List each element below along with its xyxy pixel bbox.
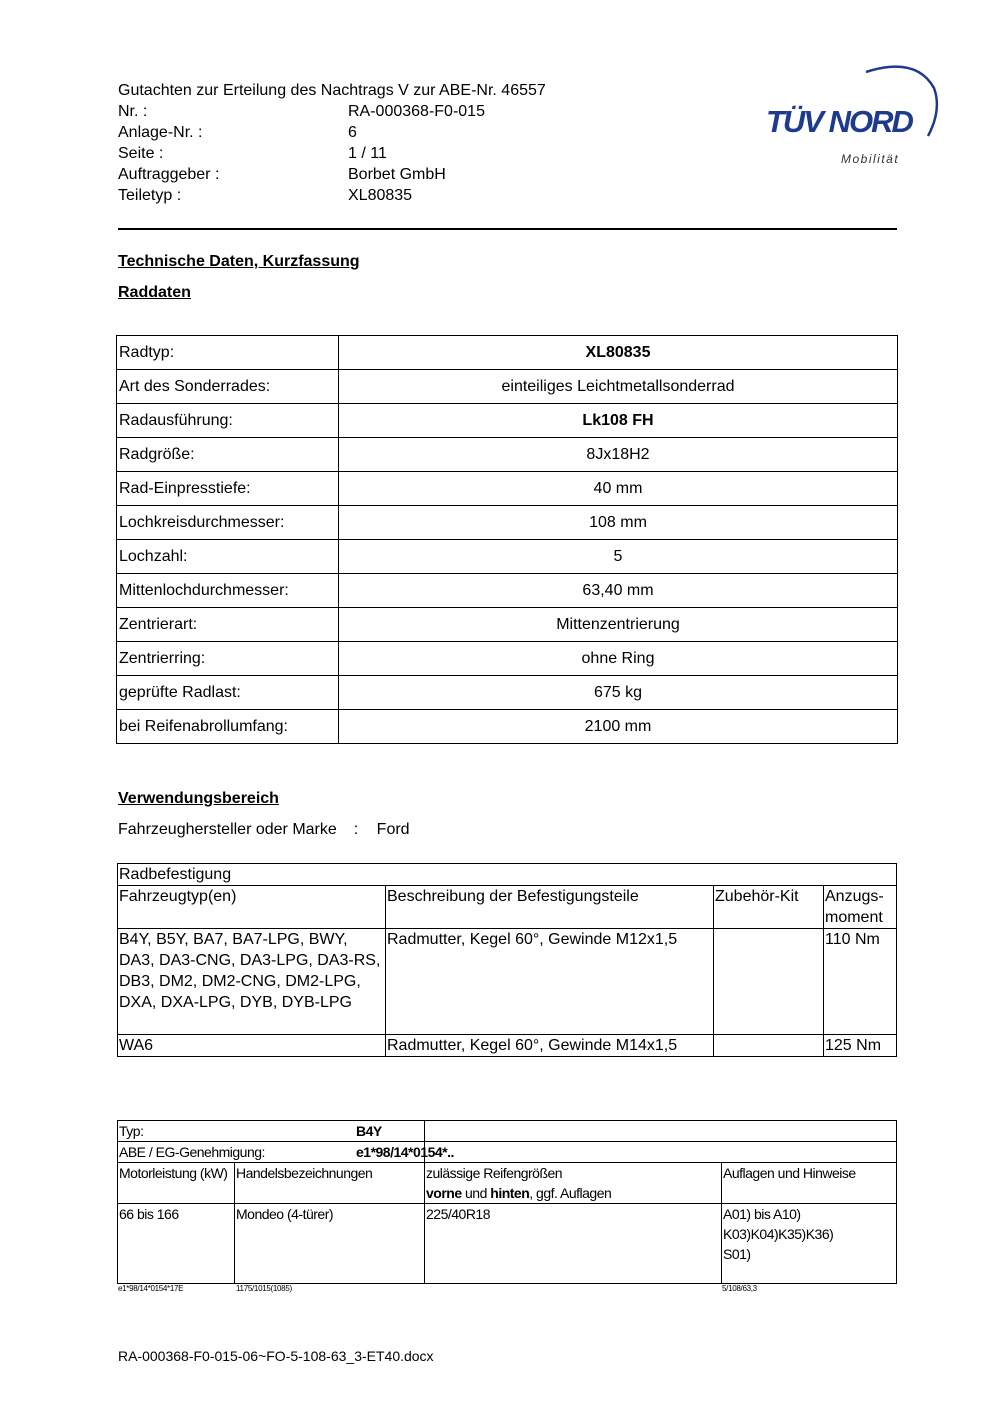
maker-line — [118, 821, 410, 839]
usage-title: Verwendungsbereich — [118, 790, 279, 807]
table-row: Lochkreisdurchmesser: 108 mm — [117, 506, 898, 540]
table-header-row: Fahrzeugtyp(en) Beschreibung der Befestigungsteile Zubehör-Kit Anzugs-moment — [118, 886, 897, 929]
small-note: 5/108/63,3 — [722, 1284, 757, 1293]
abe-value: e1*98/14*0154*.. — [356, 1144, 454, 1160]
table-row: Art des Sonderrades: einteiliges Leichtmetallsonderrad — [117, 370, 898, 404]
header-row: Seite : 1 / 11 — [118, 145, 387, 162]
table-row: Radtyp: XL80835 — [117, 336, 898, 370]
small-note: e1*98/14*0154*17E — [118, 1284, 184, 1293]
table-row: Lochzahl: 5 — [117, 540, 898, 574]
table-row: Radgröße: 8Jx18H2 — [117, 438, 898, 472]
typ-label: Typ: — [119, 1123, 144, 1139]
table-row — [118, 1142, 897, 1163]
maker-label: Fahrzeughersteller oder Marke — [118, 821, 337, 838]
section-subtitle: Raddaten — [118, 284, 191, 301]
mounting-table — [117, 863, 897, 1057]
maker-value: Ford — [376, 821, 410, 838]
header-row: Anlage-Nr. : 6 — [118, 124, 357, 141]
logo-sub-text: Mobilität — [841, 152, 900, 166]
table-row: geprüfte Radlast: 675 kg — [117, 676, 898, 710]
table-row: Rad-Einpresstiefe: 40 mm — [117, 472, 898, 506]
header-row: Auftraggeber : Borbet GmbH — [118, 166, 446, 183]
small-note: 1175/1015(1085) — [236, 1284, 292, 1293]
table-row: Zentrierring: ohne Ring — [117, 642, 898, 676]
table-row — [118, 864, 897, 886]
maker-separator: : — [353, 821, 359, 838]
header-row: Teiletyp : XL80835 — [118, 187, 413, 204]
approval-table — [117, 1120, 897, 1284]
section-title: Technische Daten, Kurzfassung — [118, 253, 360, 270]
table-row: B4Y, B5Y, BA7, BA7-LPG, BWY, DA3, DA3-CNG, DA3-LPG, DA3-RS, DB3, DM2, DM2-CNG, DM2-LPG, DXA, DXA-LPG, DYB, DYB-LPG Radmutter, Kegel 60°, Gewinde M12x1,5 110 Nm — [118, 929, 897, 1035]
document-header — [118, 80, 546, 206]
table-row: Radausführung: Lk108 FH — [117, 404, 898, 438]
footer-filename: RA-000368-F0-015-06~FO-5-108-63_3-ET40.docx — [118, 1348, 434, 1364]
table-row: 66 bis 166 Mondeo (4-türer) 225/40R18 A01) bis A10) K03)K04)K35)K36) S01) — [118, 1204, 897, 1284]
table-row: Zentrierart: Mittenzentrierung — [117, 608, 898, 642]
tuev-nord-logo — [766, 58, 941, 173]
table-header-row: Motorleistung (kW) Handelsbezeichnungen zulässige Reifengrößen vorne und hinten, ggf. Auflagen Auflagen und Hinweise — [118, 1163, 897, 1204]
header-divider — [118, 228, 897, 230]
mount-title: Radbefestigung — [118, 864, 897, 886]
header-row: Nr. : RA-000368-F0-015 — [118, 103, 485, 120]
table-row — [118, 1121, 897, 1142]
wheel-data-table — [116, 335, 898, 744]
table-row: WA6 Radmutter, Kegel 60°, Gewinde M14x1,5 125 Nm — [118, 1035, 897, 1057]
logo-brand-text: TÜV NORD — [766, 104, 912, 139]
document-title: Gutachten zur Erteilung des Nachtrags V zur ABE-Nr. 46557 — [118, 82, 546, 99]
abe-label: ABE / EG-Genehmigung: — [119, 1144, 265, 1160]
typ-value: B4Y — [356, 1123, 382, 1139]
table-row: Mittenlochdurchmesser: 63,40 mm — [117, 574, 898, 608]
table-row: bei Reifenabrollumfang: 2100 mm — [117, 710, 898, 744]
